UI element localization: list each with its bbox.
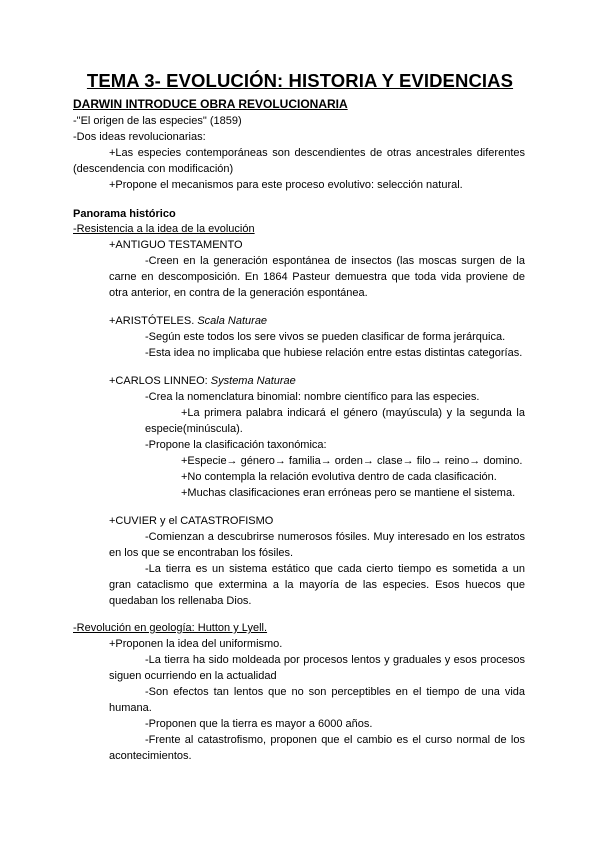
aristoteles-label (109, 313, 267, 329)
geologia-line-3: -Son efectos tan lentos que no son perceptibles en el tiempo de una vida humana. (109, 686, 525, 714)
linneo-line-1: -Crea la nomenclatura binomial: nombre científico para las especies. (145, 391, 480, 403)
aristoteles-line-1: -Según este todos los sere vivos se pueden clasificar de forma jerárquica. (145, 331, 506, 343)
linneo-line-4: +Especie→ género→ familia→ orden→ clase→ filo→ reino→ domino. (181, 455, 523, 467)
aristoteles-line-2: -Esta idea no implicaba que hubiese relación entre estas distintas categorías. (145, 347, 523, 359)
ideas-line: -Dos ideas revolucionarias: (73, 131, 206, 143)
aristoteles-name: +ARISTÓTELES. (109, 315, 195, 327)
aristoteles-work: Scala Naturae (197, 315, 268, 327)
antiguo-testamento-label: +ANTIGUO TESTAMENTO (109, 239, 243, 251)
cuvier-label: +CUVIER y el CATASTROFISMO (109, 515, 274, 527)
linneo-line-6: +Muchas clasificaciones eran erróneas pero se mantiene el sistema. (181, 487, 516, 499)
geologia-line-1: +Proponen la idea del uniformismo. (109, 638, 283, 650)
page-title: TEMA 3- EVOLUCIÓN: HISTORIA Y EVIDENCIAS (86, 70, 514, 91)
linneo-line-3: -Propone la clasificación taxonómica: (145, 439, 327, 451)
idea-2: +Propone el mecanismos para este proceso evolutivo: selección natural. (109, 179, 463, 191)
linneo-name: +CARLOS LINNEO: (109, 375, 208, 387)
linneo-work: Systema Naturae (210, 375, 296, 387)
geologia-subheading: -Revolución en geología: Hutton y Lyell. (73, 622, 268, 634)
geologia-line-2: -La tierra ha sido moldeada por procesos lentos y graduales y esos procesos siguen ocurriendo en la actualidad (109, 654, 525, 682)
section-heading-darwin: DARWIN INTRODUCE OBRA REVOLUCIONARIA (73, 97, 348, 111)
linneo-line-5: +No contempla la relación evolutiva dentro de cada clasificación. (181, 471, 497, 483)
panorama-heading: Panorama histórico (73, 208, 176, 220)
antiguo-testamento-text: -Creen en la generación espontánea de insectos (las moscas surgen de la carne en descomposición. En 1864 Pasteur demuestra que toda vida proviene de otra anterior, en contra de la generación espontánea. (109, 255, 525, 299)
resistencia-subheading: -Resistencia a la idea de la evolución (73, 223, 255, 235)
book-line: -"El origen de las especies" (1859) (73, 115, 242, 127)
geologia-line-4: -Proponen que la tierra es mayor a 6000 años. (145, 718, 373, 730)
cuvier-line-2: -La tierra es un sistema estático que cada cierto tiempo es sometida a un gran cataclismo que extermina a la mayoría de las especies. Esos huecos que quedaban los rellenaba Dios. (109, 563, 525, 607)
cuvier-line-1: -Comienzan a descubrirse numerosos fósiles. Muy interesado en los estratos en los que se encontraban los fósiles. (109, 531, 525, 559)
linneo-label (109, 373, 296, 389)
idea-1: +Las especies contemporáneas son descendientes de otras ancestrales diferentes (descendencia con modificación) (73, 147, 525, 175)
geologia-line-5: -Frente al catastrofismo, proponen que el cambio es el curso normal de los acontecimientos. (109, 734, 525, 762)
linneo-line-2: +La primera palabra indicará el género (mayúscula) y la segunda la especie(minúscula). (145, 407, 525, 435)
